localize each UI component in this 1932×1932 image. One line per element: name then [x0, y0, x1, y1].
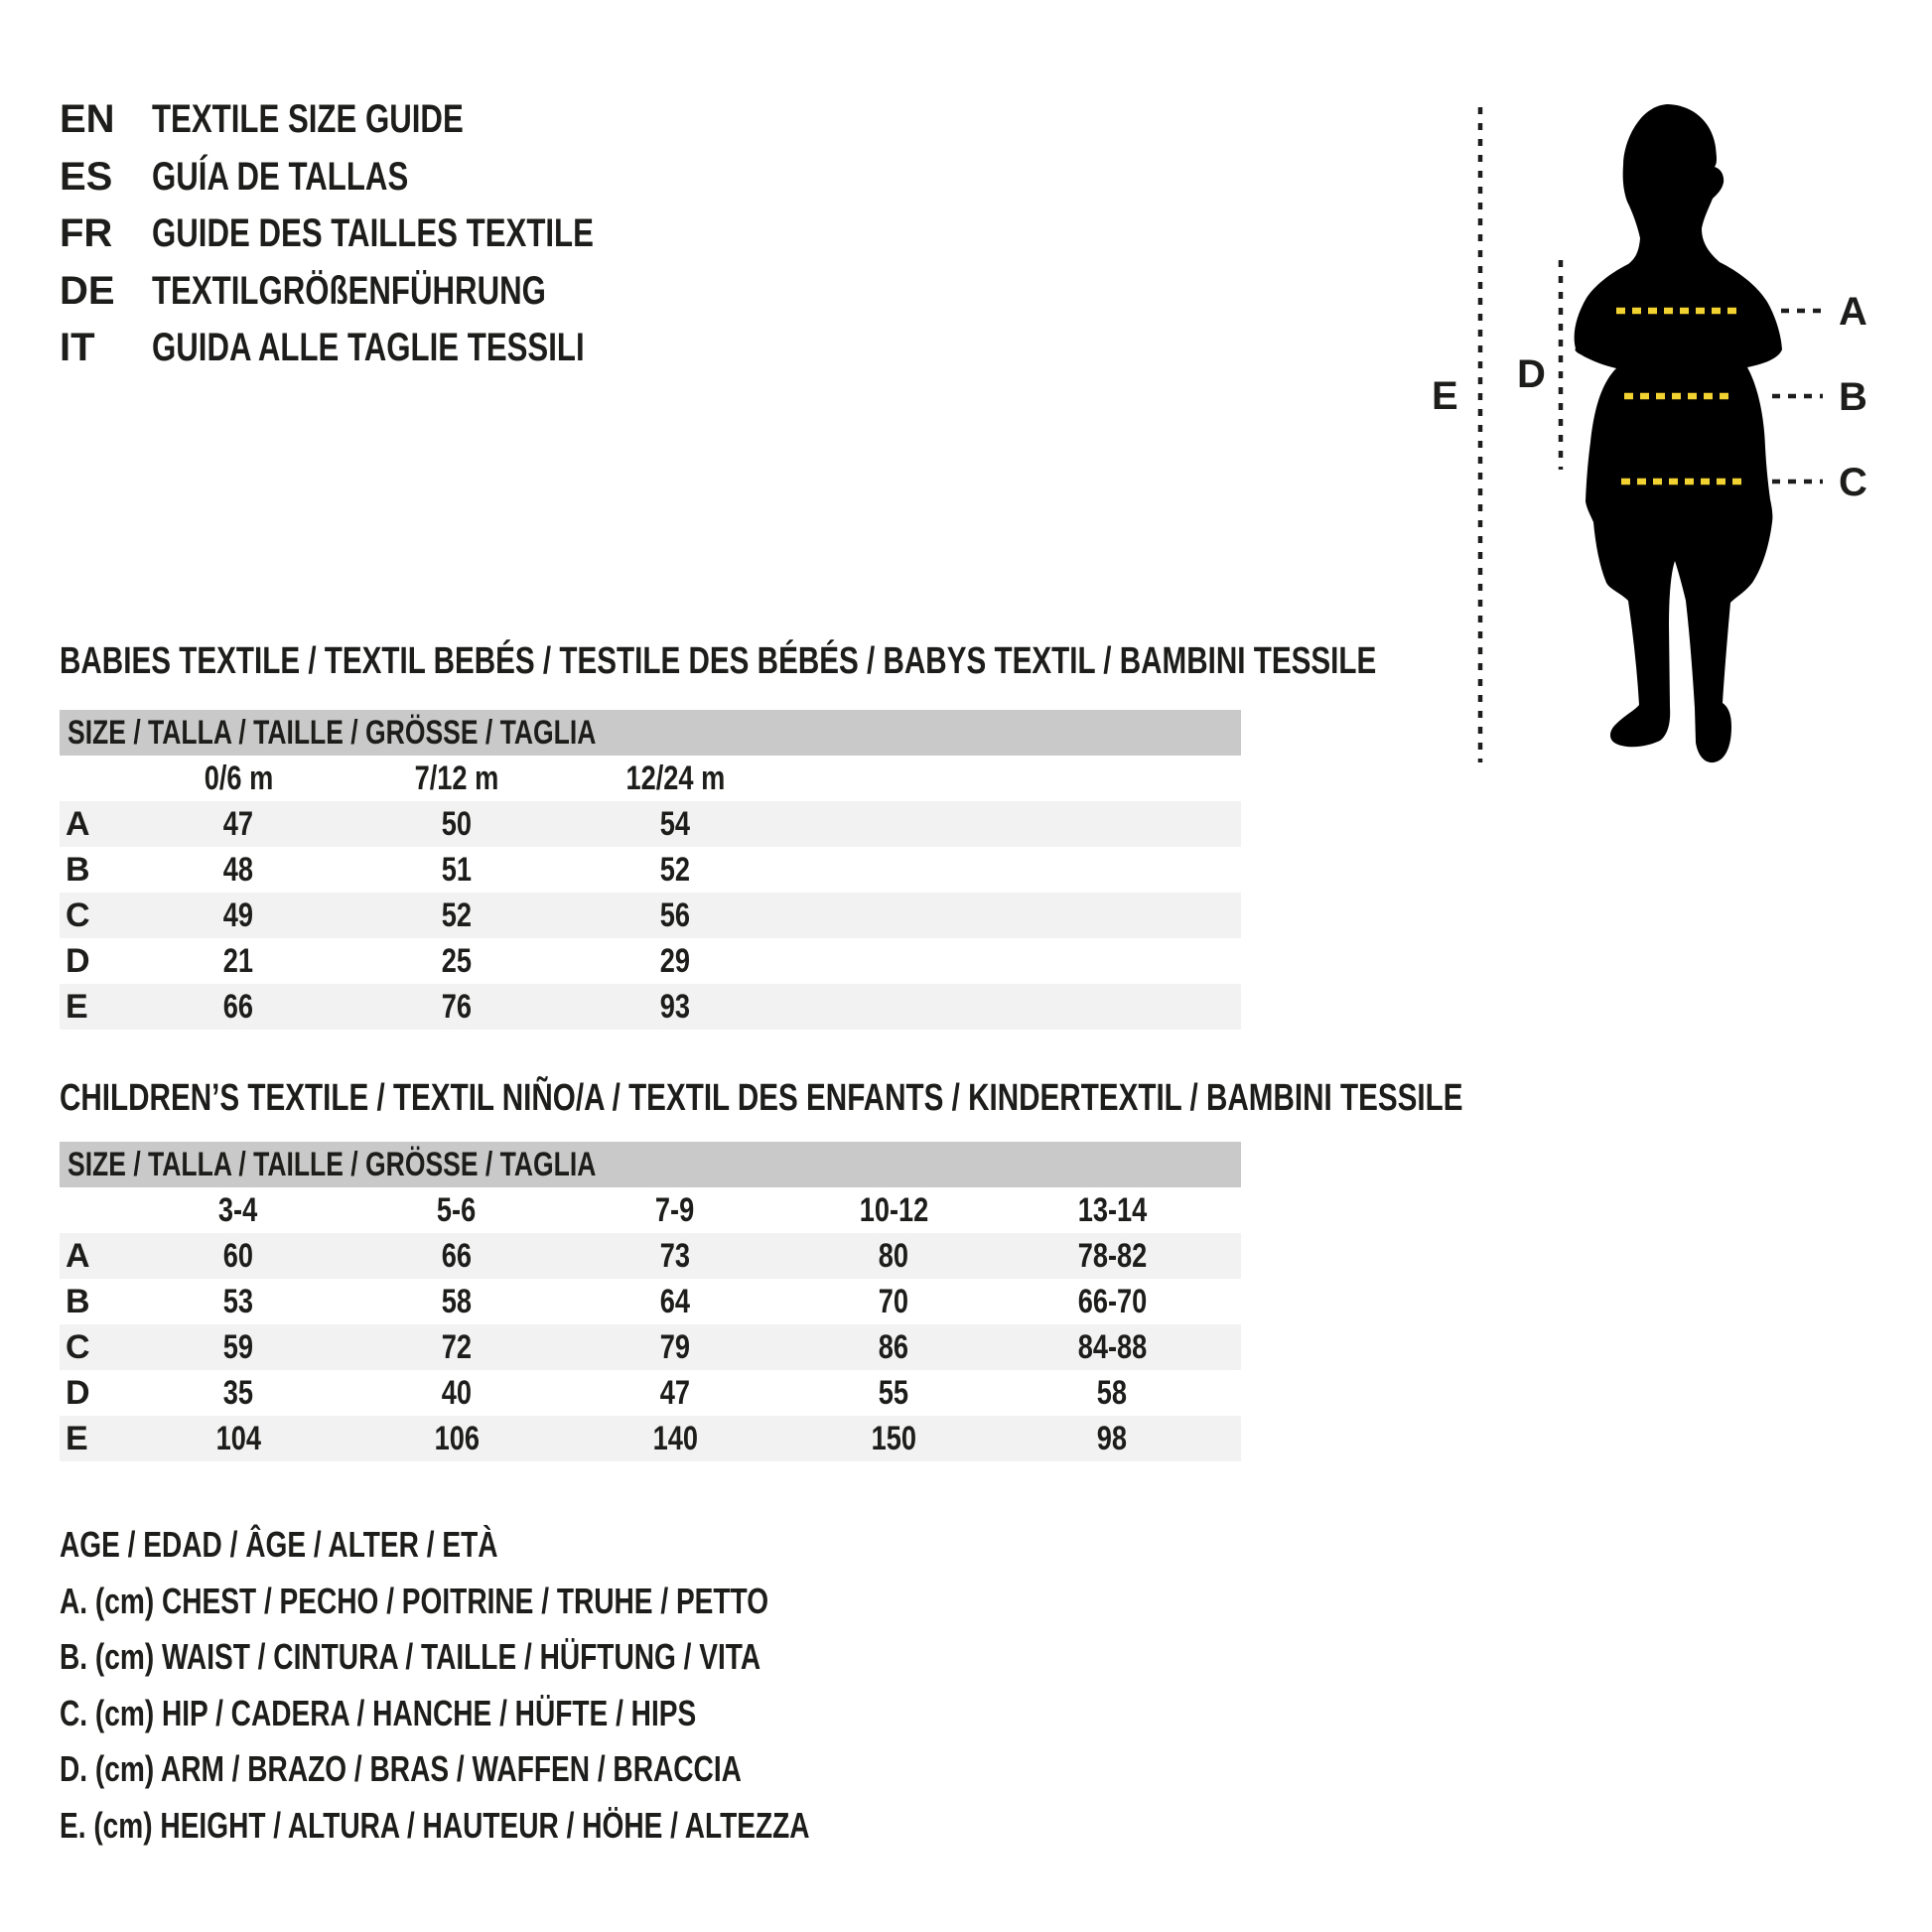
cell-text: 79	[659, 1327, 691, 1366]
legend-line-age-text: AGE / EDAD / ÂGE / ALTER / ETÀ	[60, 1524, 498, 1566]
legend-line-age	[60, 1517, 1022, 1574]
babies-section-title	[60, 638, 1747, 684]
cell-text: 59	[222, 1327, 254, 1366]
figure-label-a: A	[1839, 290, 1867, 334]
lang-code-de: DE	[60, 268, 115, 313]
cell-text: 72	[441, 1327, 473, 1366]
child-silhouette-figure	[1420, 60, 1932, 834]
legend-line-height-text: E. (cm) HEIGHT / ALTURA / HAUTEUR / HÖHE / ALTEZZA	[60, 1804, 810, 1846]
cell-text: 25	[441, 941, 473, 980]
cell	[347, 1283, 566, 1321]
row-label: D	[66, 1373, 90, 1412]
cell	[129, 1374, 347, 1413]
cell	[347, 942, 566, 981]
cell	[129, 851, 347, 890]
cell	[566, 897, 784, 935]
legend-line-hip	[60, 1686, 1022, 1742]
table-row	[60, 938, 1241, 984]
children-colhead-3	[784, 1191, 1003, 1230]
cell-text: 98	[1096, 1419, 1128, 1457]
children-colhead-4-text: 13-14	[1077, 1190, 1147, 1229]
cell-text: 55	[878, 1373, 909, 1412]
lang-code-it: IT	[60, 326, 95, 370]
cell	[347, 1420, 566, 1458]
cell-text: 66	[222, 987, 254, 1026]
cell	[347, 897, 566, 935]
cell	[566, 851, 784, 890]
babies-table-header-text: SIZE / TALLA / TAILLE / GRÖSSE / TAGLIA	[68, 713, 597, 752]
cell	[566, 1420, 784, 1458]
cell-text: 86	[878, 1327, 909, 1366]
cell	[566, 805, 784, 844]
cell-text: 76	[441, 987, 473, 1026]
children-colhead-0-text: 3-4	[218, 1190, 258, 1229]
cell	[784, 1374, 1003, 1413]
babies-section-title-text: BABIES TEXTILE / TEXTIL BEBÉS / TESTILE DES BÉBÉS / BABYS TEXTIL / BAMBINI TESSILE	[60, 639, 1377, 682]
measurement-diagram	[1420, 60, 1932, 834]
children-section-title-text: CHILDREN’S TEXTILE / TEXTIL NIÑO/A / TEXTIL DES ENFANTS / KINDERTEXTIL / BAMBINI TESSILE	[60, 1076, 1463, 1119]
lang-row-en	[60, 91, 718, 149]
row-label: C	[66, 896, 90, 934]
lang-code-en: EN	[60, 97, 115, 142]
children-colhead-3-text: 10-12	[859, 1190, 928, 1229]
table-row	[60, 1324, 1241, 1370]
children-colhead-0	[129, 1191, 347, 1230]
cell	[347, 988, 566, 1027]
cell	[347, 805, 566, 844]
cell-text: 104	[215, 1419, 261, 1457]
cell-text: 64	[659, 1282, 691, 1320]
cell	[347, 1374, 566, 1413]
cell-text: 47	[659, 1373, 691, 1412]
cell	[784, 1283, 1003, 1321]
measurement-legend	[60, 1517, 1022, 1854]
babies-size-table	[60, 710, 1241, 1030]
row-label: E	[66, 987, 88, 1026]
cell	[129, 805, 347, 844]
table-row	[60, 1416, 1241, 1461]
legend-line-waist-text: B. (cm) WAIST / CINTURA / TAILLE / HÜFTUNG / VITA	[60, 1636, 761, 1678]
legend-line-chest	[60, 1574, 1022, 1630]
cell-text: 106	[434, 1419, 480, 1457]
cell-text: 58	[1096, 1373, 1128, 1412]
cell-text: 84-88	[1077, 1327, 1147, 1366]
babies-colhead-0	[129, 759, 347, 798]
children-size-table	[60, 1142, 1241, 1461]
row-label: A	[66, 1236, 90, 1275]
legend-line-arm-text: D. (cm) ARM / BRAZO / BRAS / WAFFEN / BRACCIA	[60, 1748, 742, 1790]
cell-text: 80	[878, 1236, 909, 1275]
lang-code-fr: FR	[60, 211, 113, 256]
figure-label-b: B	[1839, 375, 1867, 419]
legend-line-height	[60, 1798, 1022, 1855]
babies-colhead-0-text: 0/6 m	[204, 759, 273, 797]
cell-text: 58	[441, 1282, 473, 1320]
legend-line-waist	[60, 1629, 1022, 1686]
children-colhead-2-text: 7-9	[655, 1190, 695, 1229]
legend-line-arm	[60, 1741, 1022, 1798]
cell	[784, 1328, 1003, 1367]
babies-colhead-2	[566, 759, 784, 798]
cell-text: 93	[659, 987, 691, 1026]
cell-text: 150	[871, 1419, 916, 1457]
cell	[566, 1283, 784, 1321]
cell	[566, 1374, 784, 1413]
cell-text: 40	[441, 1373, 473, 1412]
figure-label-d: D	[1517, 352, 1546, 396]
cell	[566, 1237, 784, 1276]
lang-title-de: TEXTILGRÖßENFÜHRUNG	[152, 268, 546, 313]
lang-code-es: ES	[60, 154, 113, 199]
cell	[347, 851, 566, 890]
cell-text: 140	[652, 1419, 698, 1457]
lang-title-fr: GUIDE DES TAILLES TEXTILE	[152, 211, 594, 256]
cell	[784, 1237, 1003, 1276]
cell-text: 48	[222, 850, 254, 889]
table-row	[60, 801, 1241, 847]
cell	[566, 988, 784, 1027]
babies-colhead-2-text: 12/24 m	[625, 759, 725, 797]
lang-row-es	[60, 149, 718, 207]
cell-text: 47	[222, 804, 254, 843]
children-colhead-2	[566, 1191, 784, 1230]
cell-text: 51	[441, 850, 473, 889]
cell	[1003, 1420, 1221, 1458]
cell-text: 54	[659, 804, 691, 843]
babies-table-header-bar	[60, 710, 1241, 756]
children-table-header-bar	[60, 1142, 1241, 1187]
row-label: E	[66, 1419, 88, 1457]
children-colhead-4	[1003, 1191, 1221, 1230]
table-row	[60, 1233, 1241, 1279]
cell-text: 49	[222, 896, 254, 934]
cell-text: 70	[878, 1282, 909, 1320]
table-row	[60, 847, 1241, 893]
cell	[1003, 1374, 1221, 1413]
figure-label-e: E	[1432, 374, 1458, 418]
cell-text: 52	[441, 896, 473, 934]
cell	[347, 1328, 566, 1367]
cell-text: 52	[659, 850, 691, 889]
cell	[1003, 1237, 1221, 1276]
legend-line-chest-text: A. (cm) CHEST / PECHO / POITRINE / TRUHE / PETTO	[60, 1580, 769, 1621]
legend-line-hip-text: C. (cm) HIP / CADERA / HANCHE / HÜFTE / HIPS	[60, 1692, 697, 1733]
row-label: C	[66, 1327, 90, 1366]
cell	[1003, 1283, 1221, 1321]
table-row	[60, 1279, 1241, 1324]
cell-text: 21	[222, 941, 254, 980]
children-column-header-row	[60, 1187, 1241, 1233]
cell-text: 50	[441, 804, 473, 843]
cell-text: 53	[222, 1282, 254, 1320]
cell-text: 66	[441, 1236, 473, 1275]
cell-text: 35	[222, 1373, 254, 1412]
cell	[129, 1237, 347, 1276]
babies-colhead-1-text: 7/12 m	[414, 759, 499, 797]
cell	[347, 1237, 566, 1276]
cell	[129, 1420, 347, 1458]
lang-title-en: TEXTILE SIZE GUIDE	[152, 97, 464, 142]
table-row	[60, 984, 1241, 1030]
cell	[129, 1328, 347, 1367]
cell-text: 78-82	[1077, 1236, 1147, 1275]
cell-text: 73	[659, 1236, 691, 1275]
children-colhead-1	[347, 1191, 566, 1230]
lang-title-es: GUÍA DE TALLAS	[152, 154, 409, 199]
table-row	[60, 893, 1241, 938]
cell	[1003, 1328, 1221, 1367]
cell-text: 60	[222, 1236, 254, 1275]
lang-row-fr	[60, 206, 718, 263]
cell	[566, 1328, 784, 1367]
row-label: A	[66, 804, 90, 843]
lang-title-it: GUIDA ALLE TAGLIE TESSILI	[152, 326, 585, 370]
cell	[784, 1420, 1003, 1458]
table-row	[60, 1370, 1241, 1416]
language-title-block	[60, 91, 718, 377]
lang-row-de	[60, 263, 718, 321]
cell-text: 66-70	[1077, 1282, 1147, 1320]
cell	[129, 942, 347, 981]
cell	[129, 897, 347, 935]
children-colhead-1-text: 5-6	[437, 1190, 477, 1229]
children-section-title	[60, 1075, 1859, 1121]
lang-row-it	[60, 320, 718, 377]
babies-colhead-1	[347, 759, 566, 798]
babies-column-header-row	[60, 756, 1241, 801]
cell	[129, 1283, 347, 1321]
figure-label-c: C	[1839, 461, 1867, 504]
cell-text: 29	[659, 941, 691, 980]
children-table-header-text: SIZE / TALLA / TAILLE / GRÖSSE / TAGLIA	[68, 1145, 597, 1183]
row-label: B	[66, 1282, 90, 1320]
row-label: B	[66, 850, 90, 889]
cell	[129, 988, 347, 1027]
cell	[566, 942, 784, 981]
cell-text: 56	[659, 896, 691, 934]
row-label: D	[66, 941, 90, 980]
